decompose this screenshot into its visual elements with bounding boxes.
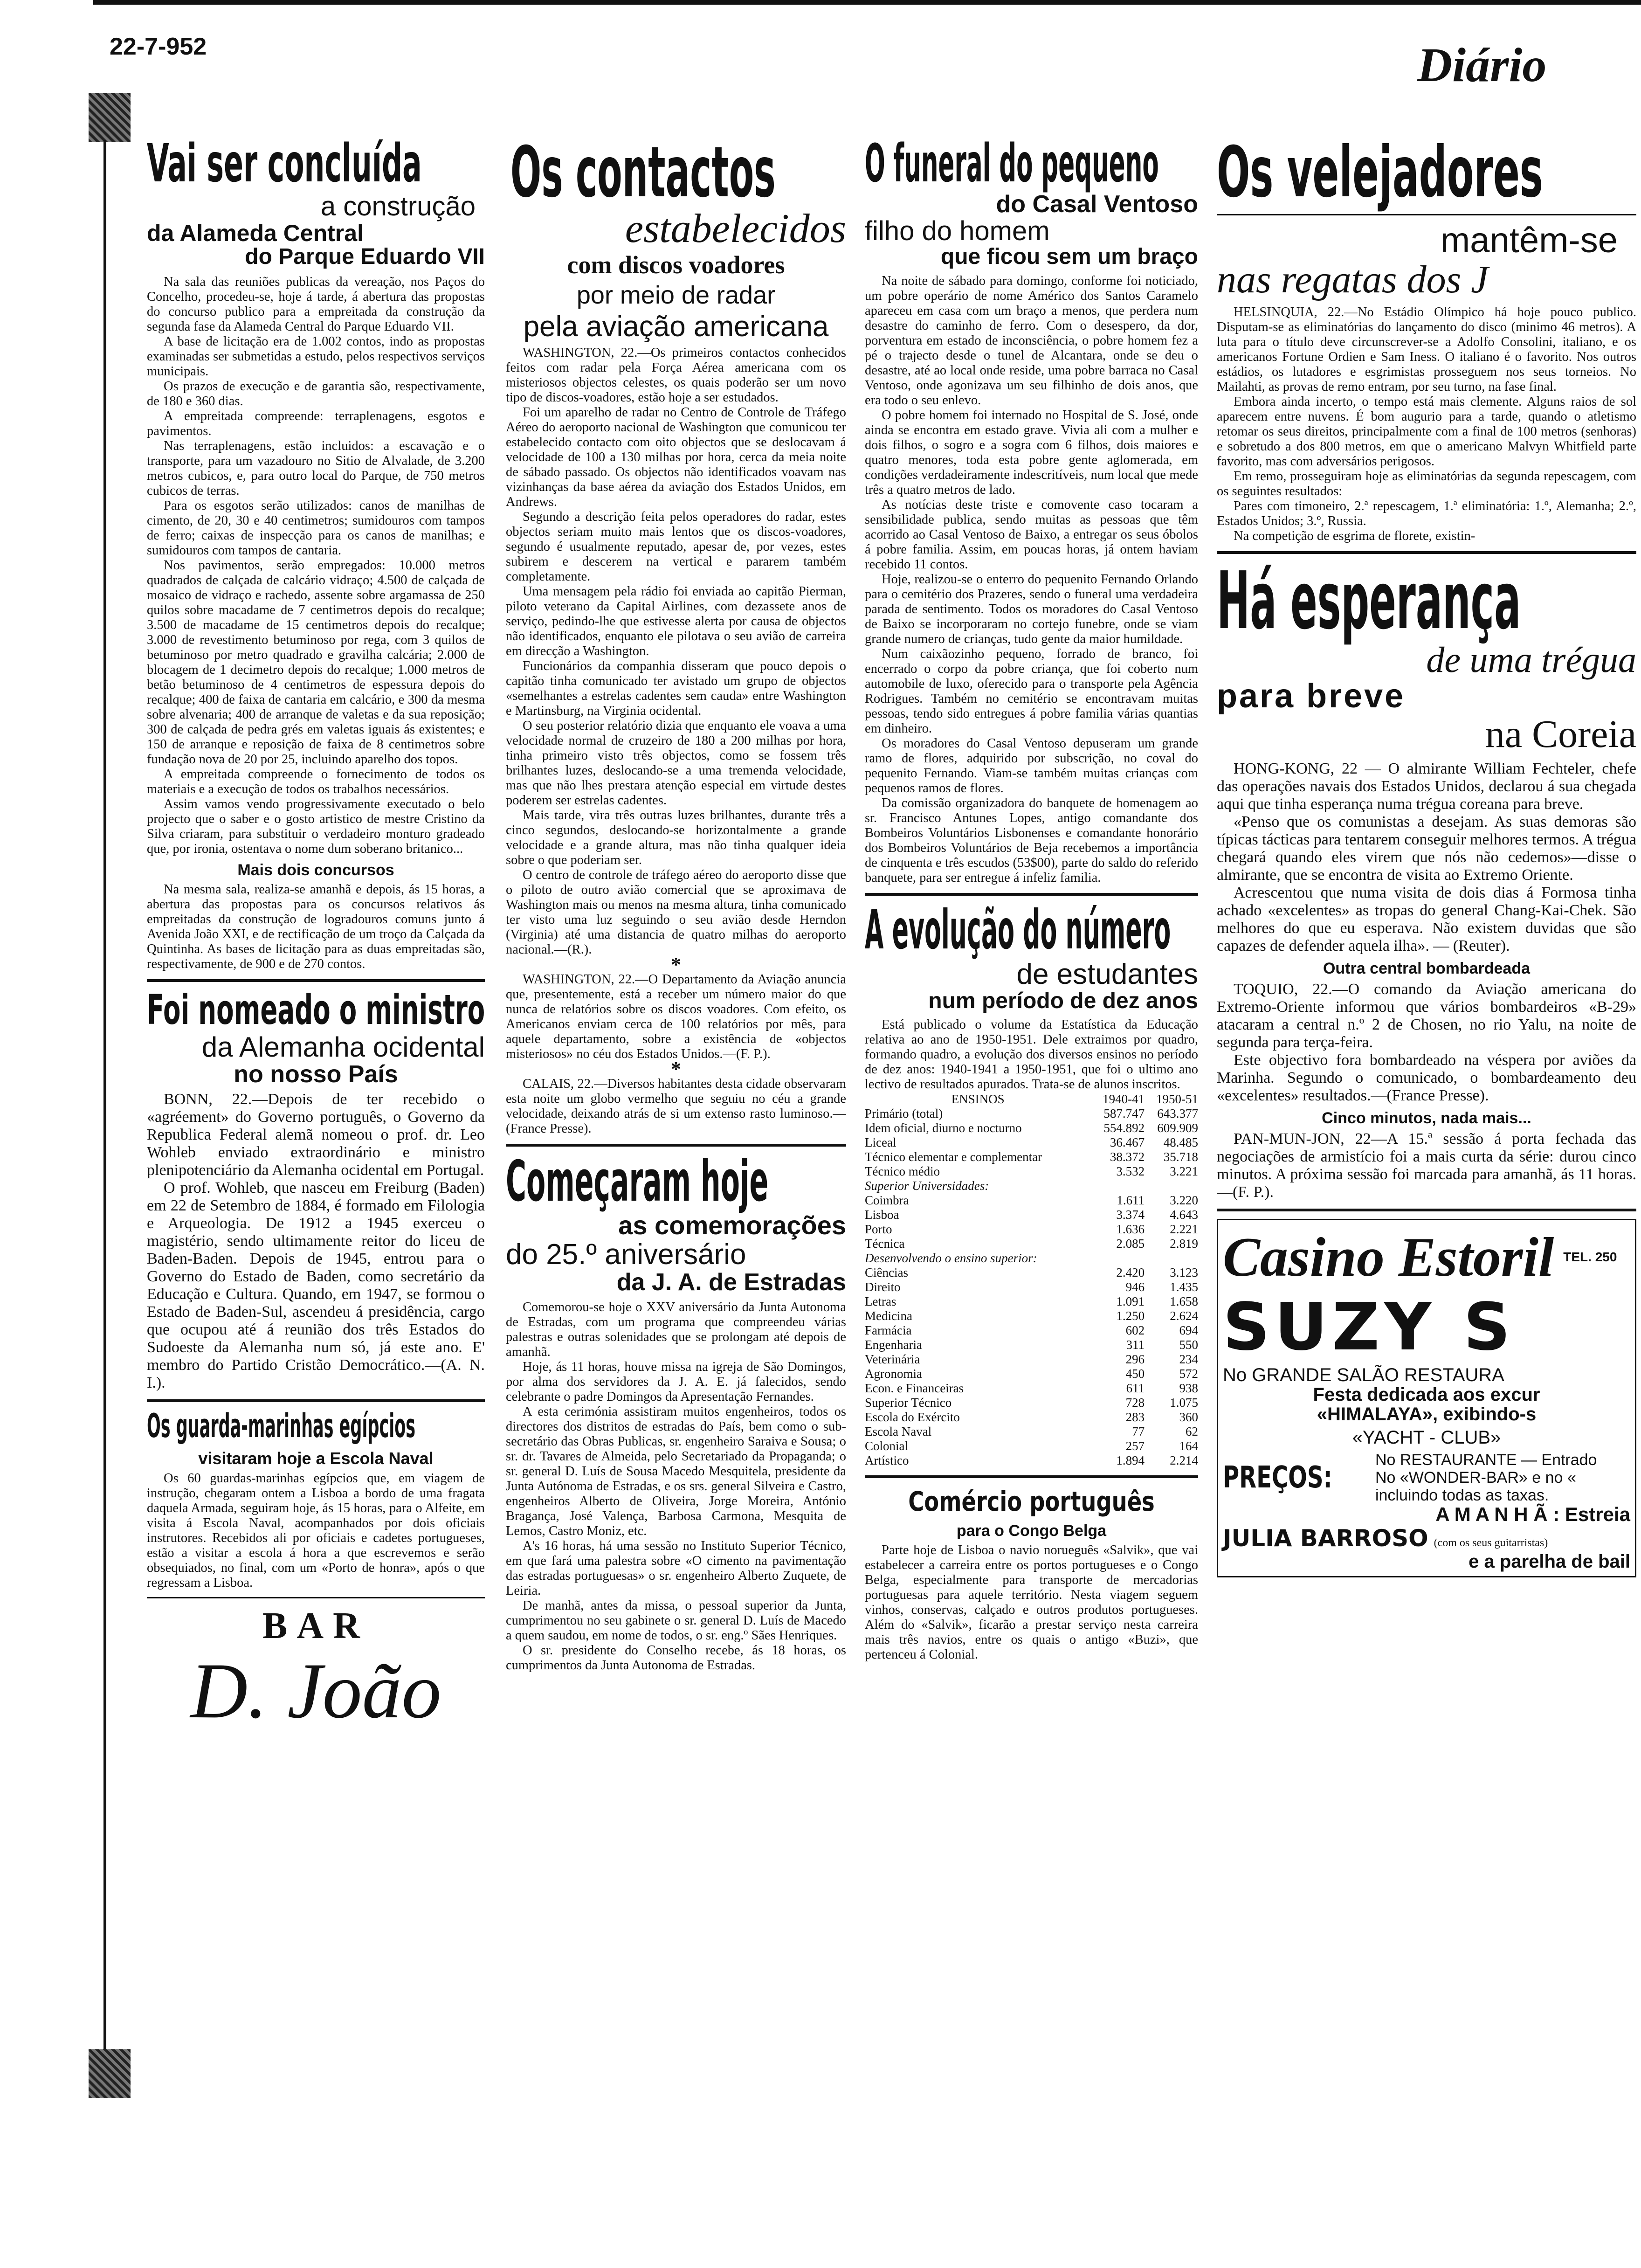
- paragraph: Mais tarde, vira três outras luzes brilhantes, durante três a cinco segundos, deslocando-se horizontalmente a grande velocidade e a grande altura, mas não tinha qualquer ideia sobre o que poderiam ser.: [506, 808, 846, 868]
- ad-note: (com os seus guitarristas): [1434, 1536, 1548, 1549]
- headline: O funeral do pequeno: [865, 138, 1159, 194]
- table-cell-value: 36.467: [1110, 1135, 1145, 1150]
- table-row: [865, 1121, 1198, 1135]
- paragraph: Nos pavimentos, serão empregados: 10.000 metros quadrados de calçada de calcário vidraço; 4.500 de calçada de mosaico de vidraço e rachedo, assente sobre argamassa de 250 quilos sobre macadame de 7 centimetros depois do recalque; 3.500 de macadame de 15 centimetros depois do recalque; 3.000 de revestimento betuminoso por rega, com 3 quilos de betuminoso por metro quadrado e gravilha calcária; 2.000 de blocagem de 1 decimetro depois do recalque; 1.000 metros de betão betuminoso de 4 centimetros de espessura depois do recalque; 400 de faixa de cantaria em calcário, e 300 da mesma sobre alvenaria; 400 de arranque de valetas e da sua reposição; 300 de calçada de pedra grés em valetas iguais ás existentes; e 150 de arranque e reposição de faixa de 8 centimetros sobre fundação nova de 20 por 25, incluindo aparelho dos topos.: [147, 558, 485, 767]
- page-date: 22-7-952: [110, 33, 207, 60]
- subheadline: para breve: [1217, 677, 1406, 715]
- table-cell-value: 1.636: [1116, 1222, 1145, 1237]
- article-body: [865, 274, 1198, 885]
- table-row: [865, 1280, 1198, 1294]
- paragraph: Este objectivo fora bombardeado na véspera por aviões da Marinha. Segundo o comunicado, o bombardeamento deu «excelentes» resultados.—(France Presse).: [1217, 1051, 1636, 1104]
- table-header: [865, 1092, 1198, 1106]
- paragraph: Acrescentou que numa visita de dois dias á Formosa tinha achado «excelentes» as tropas do general Chang-Kai-Chek. São melhores do que eu esperava. Não existem duvidas que são capazes de defender aquela ilha». — (Reuter).: [1217, 884, 1636, 954]
- table-cell-value: 1.611: [1117, 1193, 1145, 1208]
- paragraph: A base de licitação era de 1.002 contos, indo as propostas examinadas ser submetidas a estudo, pelos respectivos serviços municipais.: [147, 334, 485, 379]
- paragraph: O prof. Wohleb, que nasceu em Freiburg (Baden) em 22 de Setembro de 1884, é formado em Filologia e Arqueologia. De 1912 a 1945 exerceu o magistério, sendo ultimamente reitor do liceu de Baden-Baden. Depois de 1945, entrou para o Governo do Estado de Baden, como secretário da Educação e Cultura. Quando, em 1947, se formou o Estado de Baden-Sul, ascendeu á presidência, cargo que ocupou até á reunião dos três Estados do Sudoeste da Alemanha num só, já este ano. E' membro do Partido Cristão Democrático.—(A. N. I.).: [147, 1179, 485, 1392]
- table-cell-value: 4.643: [1170, 1208, 1198, 1222]
- column-header: 1950-51: [1156, 1092, 1198, 1106]
- column-header: ENSINOS: [951, 1092, 1005, 1106]
- table-cell-value: 450: [1125, 1367, 1145, 1381]
- paragraph: Segundo a descrição feita pelos operadores do radar, estes objectos seriam muito mais lentos que os discos-voadores, segundo é usualmente reputado, apesar de, por vezes, estes subirem e descerem na vertical e pararem também completamente.: [506, 510, 846, 584]
- table-cell-label: Superior Técnico: [865, 1396, 952, 1410]
- subheadline: da Alameda Central: [147, 220, 364, 246]
- table-row: [865, 1439, 1198, 1453]
- table-cell-label: Escola do Exército: [865, 1410, 960, 1424]
- subheadline: na Coreia: [1485, 712, 1636, 756]
- ad-script-name: D. João: [190, 1647, 441, 1735]
- paragraph: HONG-KONG, 22 — O almirante William Fechteler, chefe das operações navais dos Estados Unidos, declarou á sua chegada aqui que tinha esperança numa trégua coreana para breve.: [1217, 760, 1636, 813]
- table-cell-label: Ciências: [865, 1265, 908, 1280]
- table-cell-value: 694: [1179, 1323, 1198, 1338]
- article-body: [865, 1017, 1198, 1092]
- divider: [147, 1597, 485, 1598]
- subheadline: filho do homem: [865, 215, 1050, 246]
- article-body: [147, 1091, 485, 1392]
- article-comercio: [865, 1486, 1198, 1662]
- paragraph: Num caixãozinho pequeno, forrado de branco, foi encerrado o corpo da pobre criança, que foi coberto num automobile de luxo, oferecido para o transporte pela Agência Rodrigues. Também no cemitério se encontravam muitas pessoas, tendo sido entregues á pobre familia várias quantias em dinheiro.: [865, 646, 1198, 736]
- paragraph: Na sala das reuniões publicas da vereação, nos Paços do Concelho, procedeu-se, hoje á tarde, á abertura das propostas do concurso publico para a empreitada da construção da segunda fase da Alameda Central do Parque Eduardo VII.: [147, 274, 485, 334]
- headline: A evolução do número: [865, 898, 1171, 961]
- table-row: [865, 1424, 1198, 1439]
- paragraph: Hoje, realizou-se o enterro do pequenito Fernando Orlando para o cemitério dos Prazeres, sendo o funeral uma verdadeira parada de sentimento. Todos os moradores do Casal Ventoso de Baixo se incorporaram no cortejo funebre, onde se viam grande numero de crianças, tudo gente da maior humildade.: [865, 572, 1198, 646]
- separator-star: *: [671, 1058, 681, 1081]
- divider: [1217, 214, 1636, 215]
- table-cell-value: 1.091: [1116, 1294, 1145, 1309]
- table-cell-value: 1.658: [1170, 1294, 1198, 1309]
- table-cell-value: 572: [1179, 1367, 1198, 1381]
- paragraph: Uma mensagem pela rádio foi enviada ao capitão Pierman, piloto veterano da Capital Airlines, com dezassete anos de serviço, pedindo-lhe que estivesse alerta por causa de objectos não identificados, enquanto ele pilotava o seu avião de carreira em direcção a Washington.: [506, 584, 846, 659]
- subheadline: do Casal Ventoso: [996, 191, 1198, 218]
- article-body: [865, 1543, 1198, 1662]
- table-cell-label: Idem oficial, diurno e nocturno: [865, 1121, 1022, 1135]
- ad-price: incluindo todas as taxas.: [1375, 1486, 1549, 1504]
- table-cell-value: 234: [1179, 1352, 1198, 1367]
- table-row: [865, 1352, 1198, 1367]
- subheadline: as comemorações: [618, 1210, 846, 1240]
- paragraph: WASHINGTON, 22.—O Departamento da Aviação anuncia que, presentemente, está a receber um número maior do que nunca de relatórios sobre os discos voadores. Com efeito, os Americanos enviam cerca de 100 relatórios por mês, para aquele departamento, sobre a existência de «objectos misteriosos» no céu dos Estados Unidos.—(F. P.).: [506, 972, 846, 1062]
- table-cell-label: Liceal: [865, 1135, 896, 1150]
- table-cell-value: 3.221: [1170, 1164, 1198, 1179]
- ad-line: No GRANDE SALÃO RESTAURA: [1223, 1364, 1504, 1385]
- table-row: [865, 1164, 1198, 1179]
- paragraph: CALAIS, 22.—Diversos habitantes desta cidade observaram esta noite um globo vermelho que seguiu no céu a grande velocidade, deixando atrás de si um extenso rasto luminoso.—(France Presse).: [506, 1077, 846, 1136]
- table-cell-value: 2.624: [1170, 1309, 1198, 1323]
- statistics-table: [865, 1092, 1198, 1468]
- table-cell-value: 643.377: [1157, 1106, 1198, 1121]
- subheadline: nas regatas dos J: [1217, 257, 1489, 301]
- ad-line: Festa dedicada aos excur: [1313, 1384, 1540, 1405]
- ad-line: A M A N H Ã : Estreia: [1435, 1503, 1630, 1525]
- paragraph: O pobre homem foi internado no Hospital de S. José, onde ainda se encontra em estado grave. Vivia ali com a mulher e dois filhos, o sogro e a sogra com 6 filhos, dois maiores e quatro menores, toda esta pobre gente aglomerada, em condições verdadeiramente indescritíveis, num local que mede três a quatro metros de lado.: [865, 408, 1198, 497]
- column-3: [865, 138, 1198, 2143]
- article-body: [147, 275, 485, 972]
- ad-title: BAR: [262, 1605, 369, 1647]
- paragraph: O centro de controle de tráfego aéreo do aeroporto disse que o piloto de outro avião comercial que se aproximava de Washington mais ou menos na mesma altura, tinha comunicado ter visto uma luz seguindo o seu avião desde Herndon (Virginia) até uma distancia de quatro milhas do aeroporto nacional.—(R.).: [506, 868, 846, 957]
- article-velejadores: [1217, 138, 1636, 544]
- paragraph: Da comissão organizadora do banquete de homenagem ao sr. Francisco Antunes Lopes, antigo comandante dos Bombeiros Voluntários Lisbonenses e comandante honorário dos Bombeiros Voluntários de Beja recebemos a importância de cinquenta e três escudos (53$00), parte do saldo do referido banquete, para ser entregue á infeliz familia.: [865, 795, 1198, 885]
- table-row: [865, 1193, 1198, 1208]
- paragraph: PAN-MUN-JON, 22—A 15.ª sessão á porta fechada das negociações de armistício foi a mais curta da série: durou cinco minutos. A próxima sessão foi marcada para amanhã, ás 11 horas.—(F. P.).: [1217, 1130, 1636, 1201]
- column-header: 1940-41: [1103, 1092, 1145, 1106]
- divider: [865, 893, 1198, 896]
- table-row: [865, 1396, 1198, 1410]
- subheadline: da Alemanha ocidental: [201, 1031, 485, 1063]
- table-section-label: Superior Universidades:: [865, 1179, 989, 1193]
- table-cell-value: 62: [1186, 1424, 1198, 1439]
- subheadline: mantêm-se: [1440, 221, 1618, 260]
- subheadline: que ficou sem um braço: [940, 244, 1198, 270]
- paragraph: BONN, 22.—Depois de ter recebido o «agréement» do Governo português, o Governo da Republica Federal alemã nomeou o prof. dr. Leo Wohleb enviado extraordinário e ministro plenipotenciário da Alemanha ocidental em Portugal.: [147, 1091, 485, 1179]
- table-cell-value: 257: [1125, 1439, 1145, 1453]
- table-cell-value: 2.085: [1116, 1237, 1145, 1251]
- article-body: [147, 1471, 485, 1590]
- table-row: [865, 1208, 1198, 1222]
- paragraph: A empreitada compreende o fornecimento de todos os materiais e a execução de todos os trabalhos necessários.: [147, 767, 485, 796]
- table-row: [865, 1338, 1198, 1352]
- table-cell-value: 587.747: [1103, 1106, 1145, 1121]
- subheadline: para o Congo Belga: [956, 1522, 1107, 1540]
- table-cell-label: Artístico: [865, 1453, 909, 1468]
- table-row: [865, 1309, 1198, 1323]
- table-row: [865, 1106, 1198, 1121]
- table-cell-value: 2.420: [1116, 1265, 1145, 1280]
- ad-performer: JULIA BARROSO: [1223, 1524, 1428, 1552]
- article-alameda: [147, 138, 485, 972]
- divider: [1217, 1209, 1636, 1211]
- table-cell-value: 550: [1179, 1338, 1198, 1352]
- table-row: [865, 1381, 1198, 1396]
- table-row: [865, 1294, 1198, 1309]
- section-subhead: Outra central bombardeada: [1323, 959, 1530, 977]
- table-cell-value: 35.718: [1163, 1150, 1198, 1164]
- divider: [865, 1475, 1198, 1478]
- separator-star: *: [671, 953, 681, 976]
- paragraph: «Penso que os comunistas a desejam. As suas demoras são típicas tácticas para tentarem conseguir melhores termos. A trégua chegará quando eles virem que nós não cedemos»—disse o almirante, que se encontra de visita ao Extremo Oriente.: [1217, 813, 1636, 884]
- paragraph: De manhã, antes da missa, o pessoal superior da Junta, cumprimentou no seu gabinete o sr. general D. Luís de Macedo a quem saudou, em nome de todos, o sr. eng.º Sães Henriques.: [506, 1598, 846, 1643]
- divider: [147, 1399, 485, 1402]
- paragraph: Está publicado o volume da Estatística da Educação relativa ao ano de 1950-1951. Dele extraimos por quadro, formando quadro, a evolução dos diversos ensinos no período de dez anos: 1940-1941 a 1950-1951, que foi o ultimo ano lectivo de resultados apurados. Trata-se de alunos inscritos.: [865, 1017, 1198, 1092]
- paragraph: Pares com timoneiro, 2.ª repescagem, 1.ª eliminatória: 1.º, Alemanha; 2.º, Estados Unidos; 3.º, Russia.: [1217, 498, 1636, 528]
- table-cell-value: 611: [1126, 1381, 1145, 1396]
- table-cell-value: 360: [1179, 1410, 1198, 1424]
- paragraph: Parte hoje de Lisboa o navio norueguês «Salvik», que vai estabelecer a carreira entre os portos portugueses e o Congo Belga, especialmente para transporte de mercadorias portuguesas para aquele território. Nesta viagem seguem vinhos, conservas, calçado e outros produtos portugueses. Além do «Salvik», ficarão a prestar serviço nesta carreira mais três navios, entre os quais o antigo «Buzi», que pertenceu á Colonial.: [865, 1543, 1198, 1662]
- subheadline: no nosso País: [234, 1060, 398, 1088]
- ad-line: e a parelha de bail: [1469, 1551, 1630, 1572]
- divider: [506, 1144, 846, 1147]
- table-cell-value: 2.214: [1170, 1453, 1198, 1468]
- ad-phone: TEL. 250: [1563, 1249, 1617, 1264]
- table-cell-label: Lisboa: [865, 1208, 899, 1222]
- article-body: [1217, 760, 1636, 1201]
- column-2: [506, 138, 846, 2143]
- table-cell-value: 311: [1126, 1338, 1145, 1352]
- table-row: [865, 1135, 1198, 1150]
- section-subhead: Cinco minutos, nada mais...: [1322, 1109, 1531, 1127]
- table-cell-value: 946: [1125, 1280, 1145, 1294]
- paragraph: Em remo, prosseguiram hoje as eliminatórias da segunda repescagem, com os seguintes resultados:: [1217, 469, 1636, 498]
- paragraph: Comemorou-se hoje o XXV aniversário da Junta Autonoma de Estradas, com um programa que compreendeu várias palestras e outras solenidades que se prolongam até depois de amanhã.: [506, 1300, 846, 1359]
- table-row: [865, 1323, 1198, 1338]
- headline: Os contactos: [510, 138, 776, 213]
- table-cell-value: 1.250: [1116, 1309, 1145, 1323]
- table-cell-label: Porto: [865, 1222, 892, 1237]
- paragraph: O seu posterior relatório dizia que enquanto ele voava a uma velocidade normal de cruzeiro de 180 a 200 milhas por hora, tinha primeiro visto três objectos, como se fossem três brilhantes luzes, deslocando-se a uma tremenda velocidade, mas que não lhes prestara atenção especial em virtude destes poderem ser estrelas cadentes.: [506, 719, 846, 808]
- table-row: [865, 1453, 1198, 1468]
- table-cell-value: 1.075: [1170, 1396, 1198, 1410]
- divider: [1217, 551, 1636, 554]
- table-cell-label: Letras: [865, 1294, 896, 1309]
- article-guarda-marinhas: [147, 1407, 485, 1590]
- paragraph: A's 16 horas, há uma sessão no Instituto Superior Técnico, em que fará uma palestra sobre «O cimento na pavimentação das estradas portuguesas» o sr. engenheiro Alberto Zuquete, de Leiria.: [506, 1538, 846, 1598]
- table-cell-value: 2.819: [1170, 1237, 1198, 1251]
- paragraph: Para os esgotos serão utilizados: canos de manilhas de cimento, de 20, 30 e 40 centimetros; sumidouros com tampos de ferro; caixas de inspecção para os canos de manilhas; e sumidouros com tampos de cantaria.: [147, 498, 485, 558]
- table-cell-value: 3.374: [1116, 1208, 1145, 1222]
- table-cell-label: Agronomia: [865, 1367, 922, 1381]
- table-cell-value: 1.894: [1116, 1453, 1145, 1468]
- paragraph: Funcionários da companhia disseram que pouco depois o capitão tinha comunicado ter avistado um grupo de objectos «semelhantes a estrelas cadentes sem cauda» entre Washington e Martinsburg, na Virginia ocidental.: [506, 659, 846, 719]
- table-cell-value: 3.220: [1170, 1193, 1198, 1208]
- paragraph: Os moradores do Casal Ventoso depuseram um grande ramo de flores, adquirido por subscrição, no coval do pequenito Fernando. Viam-se também muitas crianças com pequenos ramos de flores.: [865, 736, 1198, 795]
- ad-price: No «WONDER-BAR» e no «: [1375, 1468, 1576, 1487]
- table-cell-value: 48.485: [1163, 1135, 1198, 1150]
- table-cell-label: Medicina: [865, 1309, 912, 1323]
- corner-mark-top: [89, 93, 131, 142]
- paragraph: Embora ainda incerto, o tempo está mais clemente. Alguns raios de sol aparecem entre nuvens. É bom augurio para a tarde, quando o atletismo retomar os seus direitos, principalmente com a final de 100 metros (senhoras) e sobretudo a dos 800 metros, em que o americano Malvyn Whitfield parte favorito, mas com adversários perigosos.: [1217, 394, 1636, 469]
- table-cell-value: 77: [1132, 1424, 1145, 1439]
- subheadline: por meio de radar: [576, 281, 776, 310]
- table-cell-label: Veterinária: [865, 1352, 920, 1367]
- table-cell-value: 728: [1125, 1396, 1145, 1410]
- table-cell-label: Técnico médio: [865, 1164, 940, 1179]
- table-cell-value: 609.909: [1157, 1121, 1198, 1135]
- headline: Os guarda-marinhas egípcios: [147, 1407, 416, 1445]
- headline: Há esperança: [1217, 554, 1521, 647]
- article-ministro: [147, 985, 485, 1392]
- subheadline: do 25.º aniversário: [506, 1238, 746, 1271]
- table-cell-value: 602: [1125, 1323, 1145, 1338]
- headline: Foi nomeado o ministro: [147, 985, 485, 1034]
- paragraph: HELSINQUIA, 22.—No Estádio Olímpico há hoje pouco publico. Disputam-se as eliminatórias do lançamento do disco (minimo 46 metros). A luta para o título deve circunscrever-se a Adolfo Consolini, italiano, e os americanos Fortune Ordien e Sam Iness. O italiano é o favorito. Nos outros estádios, os lutadores e esgrimistas prosseguem nos seus torneios. No Mailahti, as provas de remo entram, por seu turno, na fase final.: [1217, 304, 1636, 394]
- paragraph: A esta cerimónia assistiram muitos engenheiros, todos os directores dos distritos de estradas do País, bem como o sub-secretário das Obras Publicas, sr. engenheiro Saraiva e Sousa; o sr. dr. Tavares de Almeida, pelo Secretariado da Propaganda; o sr. general D. Luís de Sousa Macedo Mesquitela, presidente da Junta Autónoma de Estradas, e os srs. general Silveira e Castro, engenheiros Alberto de Oliveira, Jorge Moreira, António Bragança, José Valença, Barbosa Carmona, Mesquita de Lemos, Castro Moniz, etc.: [506, 1404, 846, 1538]
- headline: Comércio português: [908, 1486, 1155, 1518]
- headline: Começaram hoje: [506, 1149, 769, 1215]
- article-coreia: [1217, 554, 1636, 1201]
- paragraph: Os prazos de execução e de garantia são, respectivamente, de 180 e 360 dias.: [147, 379, 485, 408]
- table-row: [865, 1237, 1198, 1251]
- divider: [147, 979, 485, 982]
- table-cell-value: 938: [1179, 1381, 1198, 1396]
- subheadline: estabelecidos: [625, 206, 846, 251]
- paragraph: Na competição de esgrima de florete, existin-: [1234, 528, 1476, 543]
- ad-price: No RESTAURANTE — Entrado: [1375, 1451, 1597, 1469]
- corner-mark-bottom: [89, 2049, 131, 2098]
- table-row: [865, 1367, 1198, 1381]
- table-cell-value: 2.221: [1170, 1222, 1198, 1237]
- table-row: [865, 1150, 1198, 1164]
- column-1: [147, 138, 485, 2096]
- table-cell-label: Econ. e Financeiras: [865, 1381, 964, 1396]
- ad-logo: Casino Estoril: [1223, 1225, 1554, 1288]
- article-estudantes: [865, 898, 1198, 1468]
- table-row: [865, 1222, 1198, 1237]
- table-cell-value: 1.435: [1170, 1280, 1198, 1294]
- subheadline: a construção: [320, 191, 476, 221]
- table-cell-label: Primário (total): [865, 1106, 943, 1121]
- ad-bar-d-joao: [147, 1605, 485, 1735]
- subheadline: pela aviação americana: [523, 311, 829, 343]
- paragraph: As notícias deste triste e comovente caso tocaram a sensibilidade publica, sendo muitas as pessoas que têm acorrido ao Casal Ventoso de Baixo, a entregar os seus óbolos á pobre familia. Assim, em poucas horas, já ontem haviam recebido 11 contos.: [865, 497, 1198, 572]
- article-jae: [506, 1149, 846, 1673]
- article-body: [506, 346, 846, 1136]
- column-4: [1217, 138, 1636, 2143]
- table-row: [865, 1410, 1198, 1424]
- paragraph: Assim vamos vendo progressivamente executado o belo projecto que o saber e o gosto artistico de mestre Cristino da Silva criaram, para substituir o verdadeiro monturo gradeado que, por ironia, ostentava o nome dum soberano britanico...: [147, 796, 485, 856]
- left-column-rule: [103, 140, 106, 2075]
- paragraph: Os 60 guardas-marinhas egípcios que, em viagem de instrução, chegaram ontem a Lisboa a bordo de uma fragata daquela Armada, seguiram hoje, ás 15 horas, para o Alfeite, em visita á Escola Naval, acompanhados por dois oficiais instrutores. Recebidos ali por oficiais e cadetes portugueses, estão a visitar a escola á hora a que escrevemos e serão obsequiados, no final, com um «Porto de honra», após o que regressam a Lisboa.: [147, 1471, 485, 1590]
- subheadline: do Parque Eduardo VII: [245, 244, 485, 270]
- subheadline: visitaram hoje a Escola Naval: [198, 1449, 434, 1468]
- table-cell-label: Farmácia: [865, 1323, 912, 1338]
- paragraph: Nas terraplenagens, estão incluidos: a escavação e o transporte, para um vazadouro no Sitio de Alvalade, de 3.200 metros cubicos, e, para outro local do Parque, de 750 metros cubicos de terras.: [147, 438, 485, 498]
- subheadline: num período de dez anos: [928, 988, 1198, 1013]
- table-cell-label: Escola Naval: [865, 1424, 932, 1439]
- table-cell-label: Colonial: [865, 1439, 908, 1453]
- top-rule: [93, 0, 1641, 5]
- paragraph: Foi um aparelho de radar no Centro de Controle de Tráfego Aéreo do aeroporto nacional de Washington que comunicou ter estabelecido contacto com oito objectos que se deslocavam á velocidade de 100 a 130 milhas por hora, cerca da meia noite de sábado passado. Os objectos não identificados voavam nas vizinhanças da base aérea da aviação dos Estados Unidos, em Andrews.: [506, 405, 846, 510]
- paragraph: Hoje, ás 11 horas, houve missa na igreja de São Domingos, por alma dos servidores da J. A. E. já falecidos, sendo celebrante o padre Domingos da Apresentação Fernandes.: [506, 1359, 846, 1404]
- table-cell-label: Coimbra: [865, 1193, 909, 1208]
- section-subhead: Mais dois concursos: [237, 861, 394, 879]
- table-cell-label: Técnico elementar e complementar: [865, 1150, 1042, 1164]
- headline: Vai ser concluída: [147, 138, 422, 194]
- paragraph: Na noite de sábado para domingo, conforme foi noticiado, um pobre operário de nome Américo dos Santos Caramelo apareceu em casa com um braço a menos, que perdera num desastre do caminho de ferro. Com o desespero, da dor, porventura em estado de inconsciência, o pobre homem fez a pé o trajecto desde o tunel de Alcantara, onde se deu o desastre, até ao local onde reside, uma pobre barraca no Casal Ventoso, onde agonizava um seu filhinho de dois anos, que era todo o seu enlevo.: [865, 273, 1198, 408]
- subheadline: da J. A. de Estradas: [616, 1269, 846, 1296]
- table-row: [865, 1265, 1198, 1280]
- subheadline: de estudantes: [1016, 958, 1198, 990]
- paragraph: WASHINGTON, 22.—Os primeiros contactos conhecidos feitos com radar pela Força Aérea americana com os misteriosos objectos celestes, os quais poderão ser um novo tipo de discos-voadores, estão hoje a ser estudados.: [506, 346, 846, 405]
- table-cell-label: Engenharia: [865, 1338, 922, 1352]
- masthead: Diário: [1417, 38, 1547, 92]
- table-cell-value: 3.532: [1116, 1164, 1145, 1179]
- ad-prices-label: PREÇOS:: [1223, 1460, 1332, 1495]
- article-body: [506, 1300, 846, 1673]
- table-cell-value: 554.892: [1103, 1121, 1145, 1135]
- table-cell-value: 296: [1125, 1352, 1145, 1367]
- ad-line: «HIMALAYA», exibindo-s: [1317, 1404, 1537, 1424]
- table-cell-value: 283: [1125, 1410, 1145, 1424]
- table-cell-label: Direito: [865, 1280, 901, 1294]
- ad-performer-name: SUZY S: [1223, 1289, 1515, 1365]
- subheadline: de uma trégua: [1426, 639, 1636, 680]
- table-section-label: Desenvolvendo o ensino superior:: [865, 1251, 1037, 1265]
- subheadline: com discos voadores: [567, 251, 785, 279]
- paragraph: TOQUIO, 22.—O comando da Aviação americana do Extremo-Oriente informou que vários bombardeiros «B-29» atacaram a central n.º 2 de Chosen, no rio Yalu, na noite de segunda para terça-feira.: [1217, 980, 1636, 1051]
- paragraph: Na mesma sala, realiza-se amanhã e depois, ás 15 horas, a abertura das propostas para os concursos relativos ás empreitadas da construção de logradouros comuns junto á Avenida João XXI, e de rectificação de um troço da Calçada da Quintinha. As bases de licitação para as duas empreitadas são, respectivamente, de 900 e de 270 contos.: [147, 882, 485, 971]
- table-cell-value: 164: [1179, 1439, 1198, 1453]
- ad-line: «YACHT - CLUB»: [1352, 1427, 1501, 1448]
- table-cell-value: 3.123: [1170, 1265, 1198, 1280]
- headline: Os velejadores: [1217, 138, 1543, 213]
- article-funeral: [865, 138, 1198, 885]
- ad-casino-estoril: [1217, 1219, 1636, 1577]
- paragraph: O sr. presidente do Conselho recebe, ás 18 horas, os cumprimentos da Junta Autonoma de Estradas.: [506, 1643, 846, 1673]
- table-cell-value: 38.372: [1110, 1150, 1145, 1164]
- paragraph: A empreitada compreende: terraplenagens, esgotos e pavimentos.: [147, 408, 485, 438]
- article-discos-voadores: [506, 138, 846, 1136]
- article-body: [1217, 305, 1636, 544]
- table-cell-label: Técnica: [865, 1237, 905, 1251]
